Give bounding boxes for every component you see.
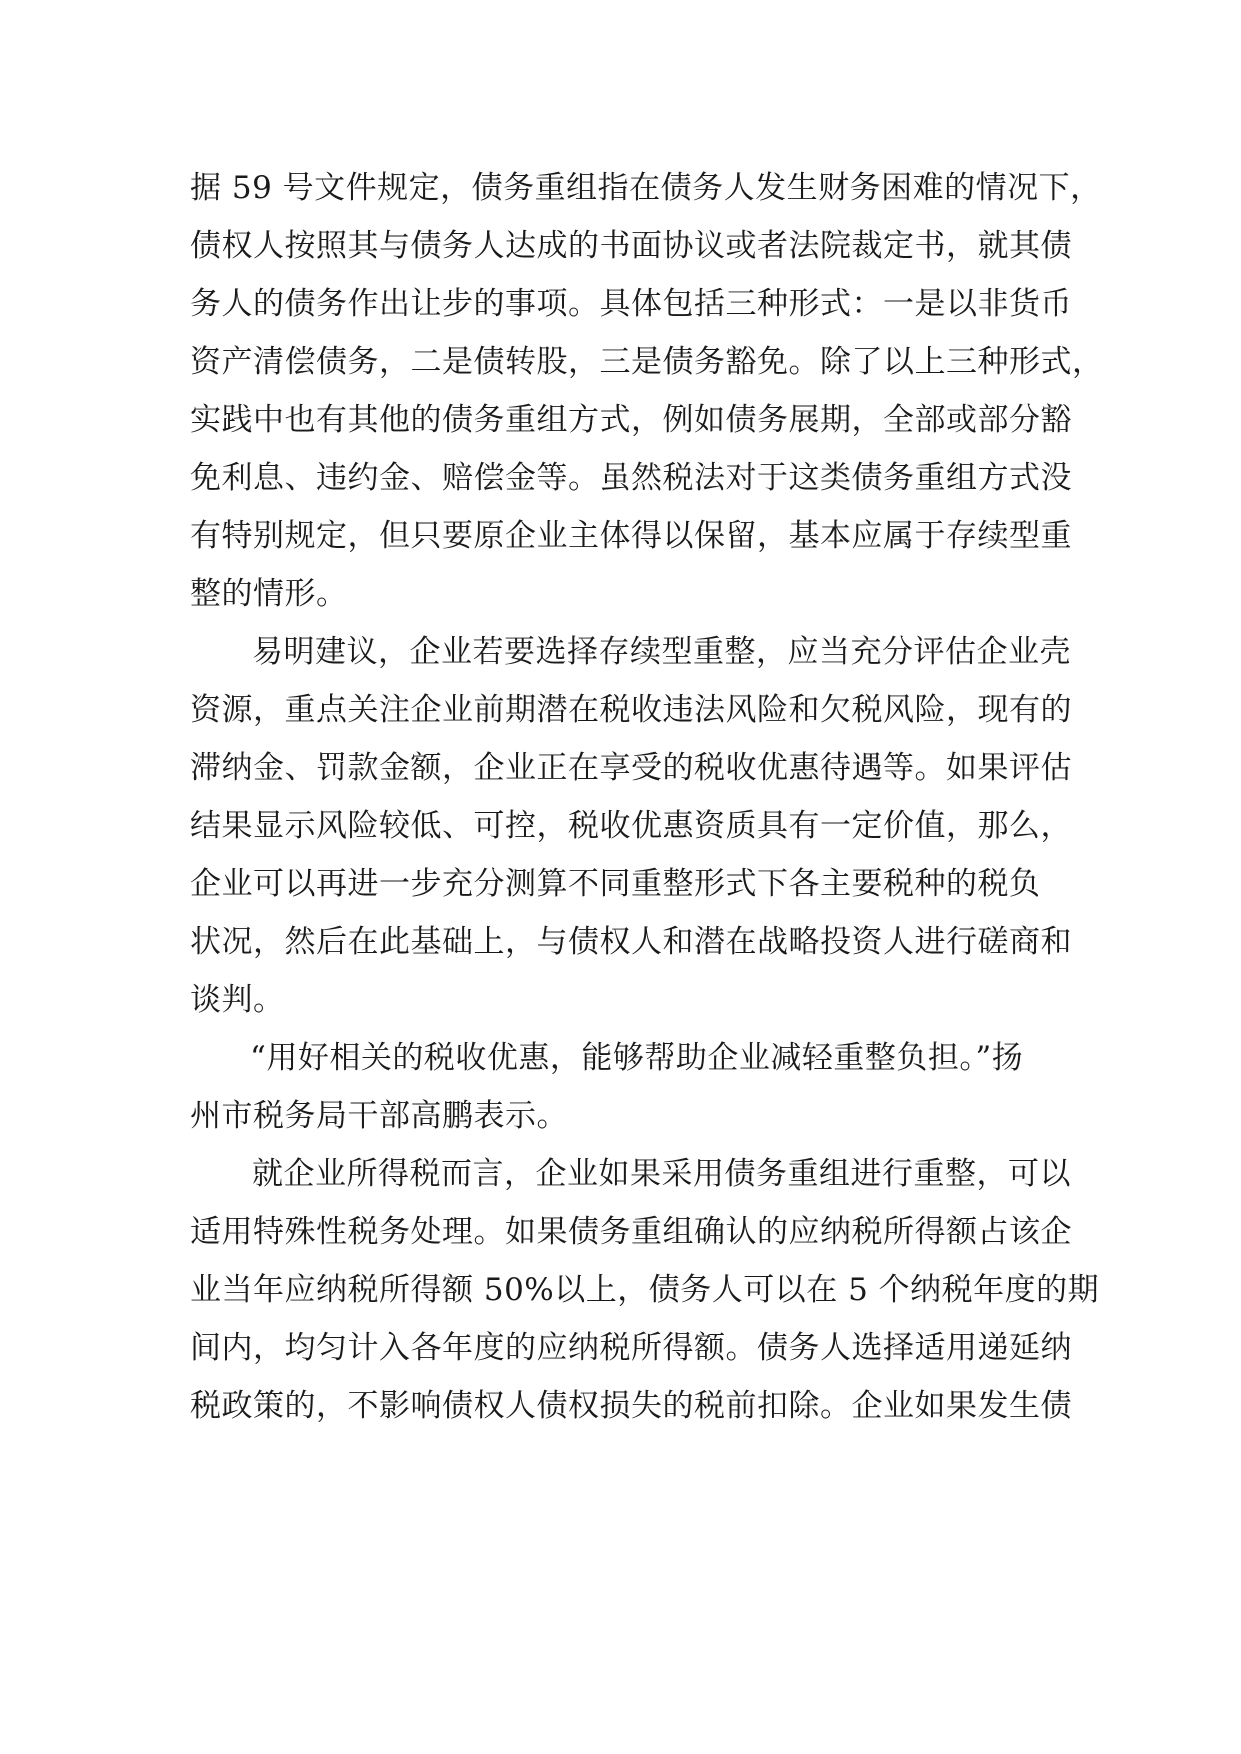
paragraph-first-line: 易明建议，企业若要选择存续型重整，应当充分评估企业壳 (252, 634, 1071, 670)
text-line: 业当年应纳税所得额 50%以上，债务人可以在 5 个纳税年度的期 (190, 1272, 1100, 1308)
text-line: 债权人按照其与债务人达成的书面协议或者法院裁定书，就其债 (190, 228, 1072, 264)
quote-first-line: “用好相关的税收优惠，能够帮助企业减轻重整负担。”扬 (250, 1040, 1024, 1076)
text-line: 状况，然后在此基础上，与债权人和潜在战略投资人进行磋商和 (190, 924, 1072, 960)
text-line: 结果显示风险较低、可控，税收优惠资质具有一定价值，那么， (190, 808, 1072, 844)
text-line: 资产清偿债务，二是债转股，三是债务豁免。除了以上三种形式， (190, 344, 1104, 380)
text-line: 滞纳金、罚款金额，企业正在享受的税收优惠待遇等。如果评估 (190, 750, 1072, 786)
text-line: 务人的债务作出让步的事项。具体包括三种形式：一是以非货币 (190, 286, 1072, 322)
text-line: 税政策的，不影响债权人债权损失的税前扣除。企业如果发生债 (190, 1388, 1072, 1424)
text-line: 整的情形。 (190, 576, 348, 612)
text-line: 实践中也有其他的债务重组方式，例如债务展期，全部或部分豁 (190, 402, 1072, 438)
text-line: 谈判。 (190, 982, 285, 1018)
text-line: 州市税务局干部高鹏表示。 (190, 1098, 568, 1134)
text-line: 企业可以再进一步充分测算不同重整形式下各主要税种的税负 (190, 866, 1041, 902)
paragraph-first-line: 就企业所得税而言，企业如果采用债务重组进行重整，可以 (252, 1156, 1071, 1192)
text-line: 据 59 号文件规定，债务重组指在债务人发生财务困难的情况下， (190, 170, 1102, 206)
text-line: 适用特殊性税务处理。如果债务重组确认的应纳税所得额占该企 (190, 1214, 1072, 1250)
text-line: 免利息、违约金、赔偿金等。虽然税法对于这类债务重组方式没 (190, 460, 1072, 496)
text-line: 有特别规定，但只要原企业主体得以保留，基本应属于存续型重 (190, 518, 1072, 554)
text-line: 资源，重点关注企业前期潜在税收违法风险和欠税风险，现有的 (190, 692, 1072, 728)
text-line: 间内，均匀计入各年度的应纳税所得额。债务人选择适用递延纳 (190, 1330, 1072, 1366)
